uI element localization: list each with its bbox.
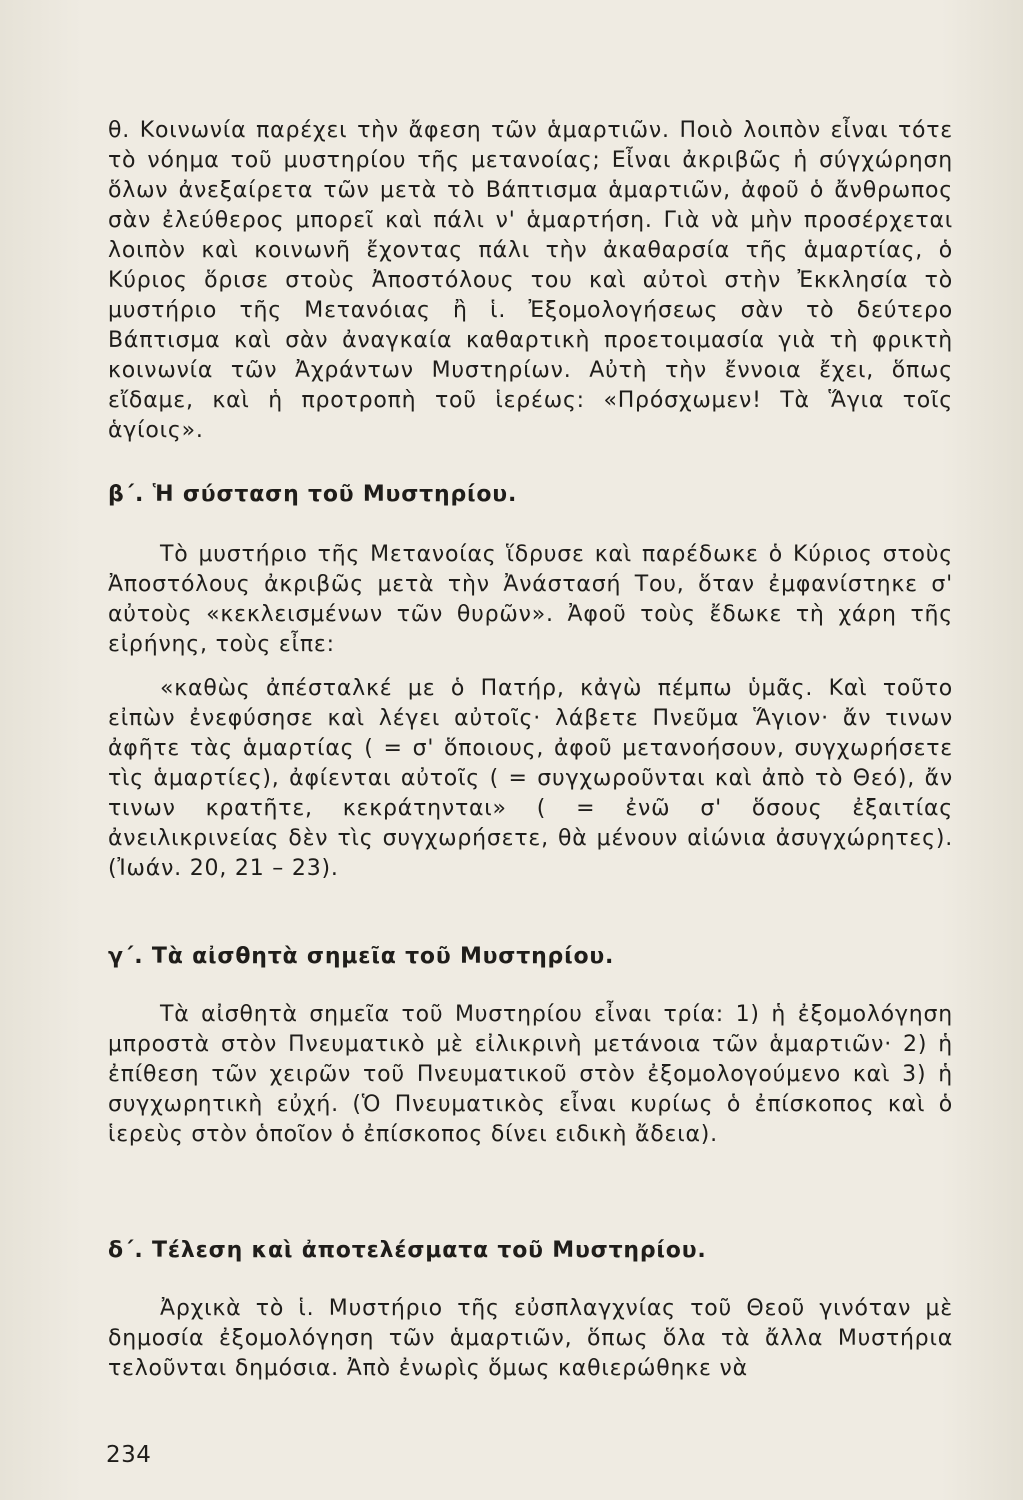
section-delta [108,1294,953,1384]
paragraph-theta: θ. Κοινωνία παρέχει τὴν ἄφεση τῶν ἁμαρτιῶν. Ποιὸ λοιπὸν εἶναι τότε τὸ νόημα τοῦ μυστηρίου τῆς μετανοίας; Εἶναι ἀκριβῶς ἡ σύγχώρηση ὅλων ἀνεξαίρετα τῶν μετὰ τὸ Βάπτισμα ἁμαρτιῶν, ἀφοῦ ὁ ἄνθρωπος σὰν ἐλεύθερος μπορεῖ καὶ πάλι ν' ἁμαρτήση. Γιὰ νὰ μὴν προσέρχεται λοιπὸν καὶ κοινωνῆ ἔχοντας πάλι τὴν ἀκαθαρσία τῆς ἁμαρτίας, ὁ Κύριος ὅρισε στοὺς Ἀποστόλους του καὶ αὐτοὶ στὴν Ἐκκλησία τὸ μυστήριο τῆς Μετανόιας ἢ ἱ. Ἐξομολογήσεως σὰν τὸ δεύτερο Βάπτισμα καὶ σὰν ἀναγκαία καθαρτικὴ προετοιμασία γιὰ τὴ φρικτὴ κοινωνία τῶν Ἀχράντων Μυστηρίων. Αὐτὴ τὴν ἔννοια ἔχει, ὅπως εἴδαμε, καὶ ἡ προτροπὴ τοῦ ἱερέως: «Πρόσχωμεν! Τὰ Ἅγια τοῖς ἁγίοις». [108,118,953,443]
heading-delta: δ΄. Τέλεση καὶ ἀποτελέσματα τοῦ Μυστηρίου. [108,1238,707,1263]
paragraph-gamma: Τὰ αἰσθητὰ σημεῖα τοῦ Μυστηρίου εἶναι τρία: 1) ἡ ἐξομολόγηση μπροστὰ στὸν Πνευματικὸ μὲ εἰλικρινὴ μετάνοια τῶν ἁμαρτιῶν· 2) ἡ ἐπίθεση τῶν χειρῶν τοῦ Πνευματικοῦ στὸν ἐξομολογούμενο καὶ 3) ἡ συγχωρητικὴ εὐχή. (Ὁ Πνευματικὸς εἶναι κυρίως ὁ ἐπίσκοπος καὶ ὁ ἱερεὺς στὸν ὁποῖον ὁ ἐπίσκοπος δίνει ειδικὴ ἄδεια). [108,1002,953,1147]
scripture-quote: «καθὼς ἀπέσταλκέ με ὁ Πατήρ, κἀγὼ πέμπω ὑμᾶς. Καὶ τοῦτο εἰπὼν ἐνεφύσησε καὶ λέγει αὐτοῖς· λάβετε Πνεῦμα Ἅγιον· ἄν τινων ἀφῆτε τὰς ἁμαρτίας ( = σ' ὅποιους, ἀφοῦ μετανοήσουν, συγχωρήσετε τὶς ἁμαρτίες), ἀφίενται αὐτοῖς ( = συγχωροῦνται καὶ ἀπὸ τὸ Θεό), ἄν τινων κρατῆτε, κεκράτηνται» ( = ἐνῶ σ' ὅσους ἐξαιτίας ἀνειλικρινείας δὲν τὶς συγχωρήσετε, θὰ μένουν αἰώνια ἀσυγχώρητες). (Ἰωάν. 20, 21 – 23). [108,676,953,881]
paragraph-beta: Τὸ μυστήριο τῆς Μετανοίας ἵδρυσε καὶ παρέδωκε ὁ Κύριος στοὺς Ἀποστόλους ἀκριβῶς μετὰ τὴν Ἀνάστασή Του, ὅταν ἐμφανίστηκε σ' αὐτοὺς «κεκλεισμένων τῶν θυρῶν». Ἀφοῦ τοὺς ἔδωκε τὴ χάρη τῆς εἰρήνης, τοὺς εἶπε: [108,542,953,657]
section-theta [108,116,953,446]
heading-beta: β΄. Ἡ σύσταση τοῦ Μυστηρίου. [108,482,518,507]
heading-gamma: γ΄. Τὰ αἰσθητὰ σημεῖα τοῦ Μυστηρίου. [108,944,615,969]
page-number: 234 [106,1442,152,1468]
paragraph-delta: Ἀρχικὰ τὸ ἱ. Μυστήριο τῆς εὐσπλαγχνίας τοῦ Θεοῦ γινόταν μὲ δημοσία ἐξομολόγηση τῶν ἁμαρτιῶν, ὅπως ὅλα τὰ ἄλλα Μυστήρια τελοῦνται δημόσια. Ἀπὸ ἐνωρὶς ὅμως καθιερώθηκε νὰ [108,1296,953,1381]
section-gamma [108,1000,953,1150]
section-beta [108,540,953,884]
